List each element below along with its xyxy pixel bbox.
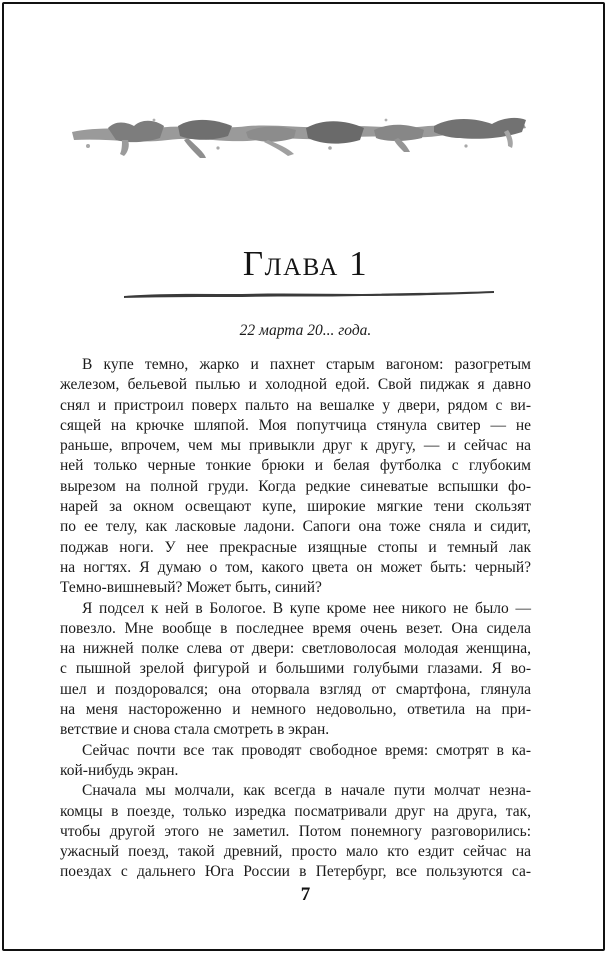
text-line: сящей на крючке шляпой. Моя попутчица стянула свитер — не [60, 416, 531, 434]
page-number: 7 [300, 884, 311, 905]
text-line: ней только черные тонкие брюки и белая футболка с глубоким [60, 457, 531, 475]
text-line: В купе темно, жарко и пахнет старым вагоном: разогретым [82, 356, 531, 373]
text-line: Сначала мы молчали, как всегда в начале пути молчат незна- [82, 782, 531, 800]
text-line: кой-нибудь экран. [60, 761, 179, 779]
text-line: ветствие и снова стала смотреть в экран. [60, 721, 330, 739]
text-line: на ногтях. Я думаю о том, какого цвета он может быть: черный? [60, 558, 531, 576]
text-line: комцы в поезде, только изредка посматривали друг на друга, так, [60, 802, 531, 820]
text-line: на меня настороженно и немного недовольно, ответила на при- [60, 701, 531, 719]
text-line: чтобы другой этого не заметил. Потом понемногу разговорились: [60, 822, 531, 840]
text-line: раньше, впрочем, чем мы привыкли друг к другу, — и сейчас на [60, 437, 531, 455]
text-line: Я подсел к ней в Бологое. В купе кроме нее никого не было — [82, 599, 531, 617]
text-line: вырезом на полной груди. Когда редкие синеватые вспышки фо- [60, 477, 531, 495]
text-line: по ее телу, как ласковые ладони. Сапоги она тоже сняла и сидит, [60, 518, 531, 536]
text-line: поджав ноги. У нее прекрасные изящные стопы и темный лак [60, 538, 531, 556]
chapter-title: Глава 1 [242, 244, 369, 283]
body-text [60, 355, 531, 883]
text-line: повезло. Мне вообще в последнее время очень везет. Она сидела [60, 619, 531, 637]
text-line: нарей за окном освещают купе, широкие мягкие тени скользят [60, 498, 531, 516]
text-line: Сейчас почти все так проводят свободное время: смотрят в ка- [82, 741, 531, 759]
brush-stroke-ornament [68, 112, 530, 162]
text-line: с пышной зрелой фигурой и большими голубыми глазами. Я во- [60, 660, 531, 678]
text-line: снял и пристроил поверх пальто на вешалке у двери, рядом с ви- [60, 396, 531, 414]
text-line: Темно-вишневый? Может быть, синий? [60, 579, 322, 597]
text-line: ужасный поезд, такой древний, просто мало кто ездит сейчас на [60, 843, 531, 861]
text-line: на нижней полке слева от двери: светловолосая молодая женщина, [60, 640, 531, 658]
text-line: поездах с дальнего Юга России в Петербург, все пользуются са- [60, 863, 531, 881]
title-underline-rule [122, 288, 496, 302]
chapter-date: 22 марта 20... года. [239, 322, 372, 339]
text-line: железом, бельевой пылью и холодной едой. Свой пиджак я давно [60, 376, 531, 394]
text-line: шел и поздоровался; она оторвала взгляд от смартфона, глянула [60, 680, 531, 698]
